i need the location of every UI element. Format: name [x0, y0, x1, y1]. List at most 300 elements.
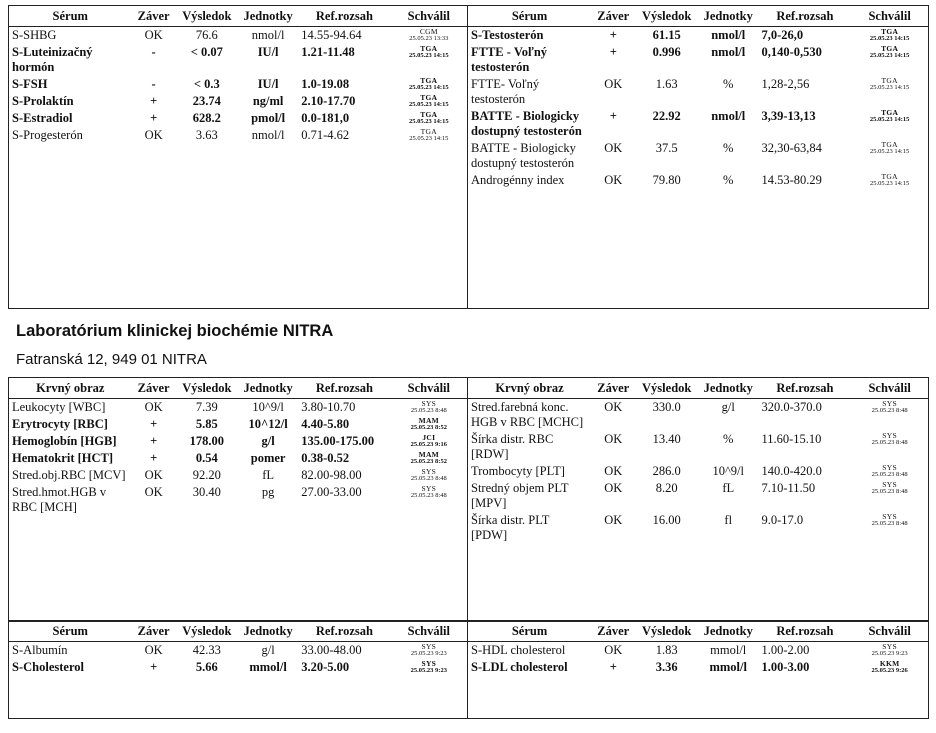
approval-datetime: 25.05.23 8:48 [871, 407, 908, 414]
approval-stamp [391, 433, 467, 450]
approval-datetime: 25.05.23 9:23 [410, 667, 447, 674]
approver-code: SYS [882, 399, 897, 408]
serum-lipids-section [8, 620, 929, 719]
results-table [9, 621, 467, 676]
result-unit: mmol/l [249, 660, 287, 674]
column-header-test: Sérum [468, 621, 591, 642]
approver-code: SYS [882, 431, 897, 440]
column-header-ref-rozsah: Ref.rozsah [758, 621, 851, 642]
approver-code: TGA [881, 172, 898, 181]
approval-datetime: 25.05.23 14:15 [869, 116, 910, 123]
approver-code: MAM [418, 450, 440, 459]
test-name: Hemoglobín [HGB] [12, 434, 117, 448]
test-name: S-FSH [12, 77, 48, 91]
approver-code: SYS [421, 399, 437, 408]
column-header-zaver: Záver [132, 378, 176, 399]
column-header-test: Krvný obraz [9, 378, 132, 399]
reference-range: 14.55-94.64 [301, 28, 362, 42]
column-header-ref-rozsah: Ref.rozsah [298, 621, 390, 642]
test-name: S-HDL cholesterol [471, 643, 566, 657]
approver-code: TGA [881, 140, 898, 149]
test-name: S-Progesterón [12, 128, 83, 142]
reference-range: 7,0-26,0 [761, 28, 804, 42]
approval-stamp [391, 27, 467, 45]
result-value: 37.5 [655, 141, 678, 155]
column-header-zaver: Záver [132, 6, 176, 27]
column-header-ref-rozsah: Ref.rozsah [298, 6, 390, 27]
reference-range: 135.00-175.00 [301, 434, 375, 448]
table-row [9, 399, 467, 417]
approval-datetime: 25.05.23 14:15 [409, 118, 449, 125]
approval-stamp [391, 44, 467, 76]
column-header-schvalil: Schválil [851, 6, 928, 27]
result-unit: IU/l [257, 77, 279, 91]
approver-code: TGA [420, 44, 438, 53]
reference-range: 0.71-4.62 [301, 128, 350, 142]
result-value: < 0.3 [193, 77, 220, 91]
result-unit: fl [724, 513, 733, 527]
result-flag: + [609, 28, 617, 42]
result-unit: g/l [721, 400, 735, 414]
approver-code: SYS [421, 467, 437, 476]
result-value: 22.92 [652, 109, 681, 123]
result-flag: OK [604, 400, 623, 414]
reference-range: 1.00-3.00 [761, 660, 810, 674]
result-unit: ng/ml [252, 94, 284, 108]
approval-stamp [851, 172, 928, 189]
test-name: Stred.farebná konc. HGB v RBC [MCHC] [471, 400, 584, 429]
table-header-row [9, 6, 467, 27]
approver-code: JCI [422, 433, 436, 442]
table-row [468, 172, 928, 189]
column-header-zaver: Záver [132, 621, 176, 642]
reference-range: 9.0-17.0 [761, 513, 804, 527]
result-unit: pg [261, 485, 275, 499]
result-value: 330.0 [652, 400, 681, 414]
table-row [9, 416, 467, 433]
test-name: Erytrocyty [RBC] [12, 417, 108, 431]
result-flag: + [150, 451, 158, 465]
result-unit: nmol/l [251, 28, 285, 42]
result-unit: nmol/l [711, 28, 746, 42]
result-flag: + [150, 417, 158, 431]
reference-range: 33.00-48.00 [301, 643, 362, 657]
result-value: 92.20 [192, 468, 221, 482]
reference-range: 82.00-98.00 [301, 468, 362, 482]
result-value: 5.66 [195, 660, 218, 674]
test-name: Leukocyty [WBC] [12, 400, 106, 414]
result-value: 0.996 [652, 45, 681, 59]
result-value: 1.63 [655, 77, 678, 91]
approver-code: TGA [881, 76, 898, 85]
reference-range: 1,28-2,56 [761, 77, 810, 91]
approval-datetime: 25.05.23 14:15 [869, 52, 910, 59]
approval-datetime: 25.05.23 14:15 [409, 135, 449, 142]
result-unit: 10^12/l [248, 417, 288, 431]
approval-datetime: 25.05.23 8:48 [410, 475, 447, 482]
result-flag: OK [604, 77, 623, 91]
test-name: S-LDL cholesterol [471, 660, 568, 674]
test-name: S-Testosterón [471, 28, 544, 42]
approval-datetime: 25.05.23 8:48 [871, 471, 908, 478]
blood-count-section [8, 377, 929, 622]
column-header-vysledok: Výsledok [635, 621, 698, 642]
column-header-schvalil: Schválil [851, 378, 928, 399]
approval-stamp [391, 110, 467, 127]
test-name: FTTE- Voľný testosterón [471, 77, 540, 106]
result-value: 7.39 [195, 400, 218, 414]
table-row [468, 399, 928, 432]
approver-code: SYS [882, 512, 897, 521]
table-row [468, 140, 928, 172]
result-flag: - [151, 45, 156, 59]
approval-stamp [391, 659, 467, 676]
lipids-right-panel [468, 621, 928, 718]
result-flag: + [609, 109, 617, 123]
approval-stamp [391, 93, 467, 110]
reference-range: 2.10-17.70 [301, 94, 356, 108]
test-name: Hematokrit [HCT] [12, 451, 114, 465]
result-value: 5.85 [195, 417, 218, 431]
result-value: 30.40 [192, 485, 221, 499]
column-header-vysledok: Výsledok [635, 378, 698, 399]
results-table [468, 378, 928, 544]
approval-datetime: 25.05.23 8:52 [410, 424, 447, 431]
result-value: 23.74 [192, 94, 221, 108]
approver-code: TGA [881, 44, 899, 53]
result-flag: + [609, 660, 617, 674]
result-unit: g/l [261, 434, 275, 448]
result-unit: % [723, 173, 734, 187]
approval-datetime: 25.05.23 8:52 [410, 458, 447, 465]
test-name: S-SHBG [12, 28, 57, 42]
result-flag: OK [604, 643, 623, 657]
approval-datetime: 25.05.23 13:33 [409, 35, 449, 42]
table-row [468, 431, 928, 463]
table-row [9, 110, 467, 127]
result-unit: IU/l [257, 45, 279, 59]
table-row [9, 93, 467, 110]
approver-code: TGA [881, 27, 899, 36]
result-flag: OK [604, 141, 623, 155]
result-unit: mmol/l [709, 660, 747, 674]
result-unit: 10^9/l [252, 400, 284, 414]
column-header-jednotky: Jednotky [238, 621, 298, 642]
results-table [468, 6, 928, 189]
test-name: Stred.hmot.HGB v RBC [MCH] [12, 485, 107, 514]
approval-stamp [851, 512, 928, 544]
column-header-jednotky: Jednotky [238, 378, 298, 399]
table-header-row [468, 6, 928, 27]
approval-stamp [851, 399, 928, 432]
test-name: S-Albumín [12, 643, 68, 657]
reference-range: 320.0-370.0 [761, 400, 822, 414]
result-flag: OK [604, 173, 623, 187]
column-header-vysledok: Výsledok [635, 6, 698, 27]
test-name: BATTE - Biologicky dostupný testosterón [471, 141, 576, 170]
approval-stamp [851, 44, 928, 76]
approver-code: TGA [420, 127, 437, 136]
test-name: Trombocyty [PLT] [471, 464, 565, 478]
reference-range: 14.53-80.29 [761, 173, 822, 187]
approval-datetime: 25.05.23 8:48 [871, 439, 908, 446]
column-header-test: Sérum [468, 6, 591, 27]
serum-left-panel [9, 6, 468, 308]
result-unit: fL [722, 481, 735, 495]
approval-datetime: 25.05.23 8:48 [410, 492, 447, 499]
approver-code: CGM [419, 27, 438, 36]
approver-code: SYS [882, 642, 897, 651]
result-unit: pmol/l [251, 111, 286, 125]
result-unit: % [723, 141, 734, 155]
approver-code: SYS [421, 659, 437, 668]
reference-range: 0.38-0.52 [301, 451, 350, 465]
result-value: 3.36 [655, 660, 678, 674]
test-name: S-Cholesterol [12, 660, 84, 674]
result-value: 8.20 [655, 481, 678, 495]
approver-code: TGA [420, 76, 438, 85]
result-unit: % [723, 77, 734, 91]
result-flag: + [150, 660, 158, 674]
table-row [468, 44, 928, 76]
column-header-ref-rozsah: Ref.rozsah [758, 6, 851, 27]
column-header-vysledok: Výsledok [176, 378, 238, 399]
column-header-schvalil: Schválil [851, 621, 928, 642]
result-flag: OK [144, 485, 163, 499]
table-row [9, 127, 467, 144]
table-row [9, 450, 467, 467]
approval-datetime: 25.05.23 14:15 [409, 84, 449, 91]
result-unit: 10^9/l [712, 464, 744, 478]
result-flag: - [151, 77, 156, 91]
column-header-vysledok: Výsledok [176, 621, 238, 642]
result-flag: OK [604, 432, 623, 446]
column-header-ref-rozsah: Ref.rozsah [758, 378, 851, 399]
approval-stamp [851, 108, 928, 140]
approver-code: SYS [882, 480, 897, 489]
reference-range: 140.0-420.0 [761, 464, 822, 478]
test-name: S-Prolaktín [12, 94, 74, 108]
approval-datetime: 25.05.23 8:48 [871, 488, 908, 495]
approver-code: SYS [421, 484, 437, 493]
approval-stamp [391, 467, 467, 484]
reference-range: 3,39-13,13 [761, 109, 816, 123]
result-flag: OK [604, 464, 623, 478]
lab-title: Laboratórium klinickej biochémie NITRA [16, 322, 334, 340]
column-header-jednotky: Jednotky [238, 6, 298, 27]
result-flag: OK [144, 643, 163, 657]
result-value: 178.00 [189, 434, 225, 448]
table-row [9, 27, 467, 45]
table-row [9, 659, 467, 676]
approval-stamp [391, 484, 467, 516]
result-flag: OK [144, 28, 163, 42]
table-header-row [9, 621, 467, 642]
lab-address: Fatranská 12, 949 01 NITRA [16, 351, 207, 368]
table-row [9, 467, 467, 484]
results-table [468, 621, 928, 676]
approval-stamp [851, 431, 928, 463]
table-row [9, 642, 467, 660]
table-row [468, 642, 928, 660]
reference-range: 3.80-10.70 [301, 400, 356, 414]
approval-stamp [851, 27, 928, 45]
column-header-zaver: Záver [591, 378, 635, 399]
approval-datetime: 25.05.23 9:16 [410, 441, 447, 448]
test-name: S-Luteinizačný hormón [12, 45, 93, 74]
reference-range: 4.40-5.80 [301, 417, 350, 431]
reference-range: 0.0-181,0 [301, 111, 350, 125]
reference-range: 1.00-2.00 [761, 643, 810, 657]
result-flag: OK [604, 513, 623, 527]
table-row [468, 27, 928, 45]
test-name: S-Estradiol [12, 111, 73, 125]
approver-code: MAM [418, 416, 440, 425]
approver-code: KKM [879, 659, 900, 668]
result-value: 13.40 [652, 432, 681, 446]
lab-report [8, 5, 929, 674]
column-header-test: Sérum [9, 621, 132, 642]
result-value: 0.54 [195, 451, 218, 465]
test-name: FTTE - Voľný testosterón [471, 45, 548, 74]
result-unit: % [723, 432, 734, 446]
table-header-row [468, 378, 928, 399]
result-flag: + [150, 94, 158, 108]
table-row [468, 463, 928, 480]
approval-stamp [851, 463, 928, 480]
serum-hormones-section [8, 5, 929, 309]
test-name: BATTE - Biologicky dostupný testosterón [471, 109, 582, 138]
result-flag: + [609, 45, 617, 59]
approval-datetime: 25.05.23 9:23 [871, 650, 908, 657]
approval-datetime: 25.05.23 14:15 [870, 180, 910, 187]
blood-count-left-panel [9, 378, 468, 621]
result-flag: OK [604, 481, 623, 495]
approver-code: SYS [421, 642, 437, 651]
column-header-schvalil: Schválil [391, 621, 467, 642]
table-row [468, 480, 928, 512]
column-header-vysledok: Výsledok [176, 6, 238, 27]
result-value: < 0.07 [190, 45, 223, 59]
table-row [468, 512, 928, 544]
result-unit: nmol/l [711, 109, 746, 123]
reference-range: 0,140-0,530 [761, 45, 822, 59]
reference-range: 1.0-19.08 [301, 77, 350, 91]
table-row [468, 108, 928, 140]
result-value: 1.83 [655, 643, 678, 657]
approval-datetime: 25.05.23 14:15 [870, 84, 910, 91]
result-unit: mmol/l [710, 643, 747, 657]
approval-stamp [391, 76, 467, 93]
test-name: Stredný objem PLT [MPV] [471, 481, 569, 510]
results-table [9, 6, 467, 144]
approval-datetime: 25.05.23 8:48 [410, 407, 447, 414]
table-header-row [9, 378, 467, 399]
table-row [9, 76, 467, 93]
approval-datetime: 25.05.23 14:15 [409, 52, 449, 59]
column-header-ref-rozsah: Ref.rozsah [298, 378, 390, 399]
approval-datetime: 25.05.23 14:15 [870, 148, 910, 155]
result-unit: g/l [261, 643, 275, 657]
result-value: 76.6 [195, 28, 218, 42]
table-header-row [468, 621, 928, 642]
approval-stamp [391, 450, 467, 467]
approval-datetime: 25.05.23 14:15 [409, 101, 449, 108]
approver-code: TGA [881, 108, 899, 117]
table-row [468, 659, 928, 676]
lipids-left-panel [9, 621, 468, 718]
blood-count-right-panel [468, 378, 928, 621]
result-value: 79.80 [652, 173, 681, 187]
result-unit: nmol/l [711, 45, 746, 59]
column-header-schvalil: Schválil [391, 6, 467, 27]
column-header-jednotky: Jednotky [698, 378, 759, 399]
result-flag: + [150, 111, 158, 125]
table-row [9, 44, 467, 76]
approval-stamp [391, 642, 467, 660]
result-value: 61.15 [652, 28, 681, 42]
result-unit: fL [262, 468, 275, 482]
result-flag: OK [144, 400, 163, 414]
table-row [468, 76, 928, 108]
serum-right-panel [468, 6, 928, 308]
result-flag: + [150, 434, 158, 448]
test-name: Androgénny index [471, 173, 565, 187]
results-table [9, 378, 467, 516]
reference-range: 11.60-15.10 [761, 432, 822, 446]
approval-datetime: 25.05.23 9:23 [410, 650, 447, 657]
approval-stamp [851, 480, 928, 512]
column-header-test: Krvný obraz [468, 378, 591, 399]
result-flag: OK [144, 128, 163, 142]
approval-stamp [391, 416, 467, 433]
approval-datetime: 25.05.23 8:48 [871, 520, 908, 527]
result-value: 16.00 [652, 513, 681, 527]
reference-range: 7.10-11.50 [761, 481, 816, 495]
approval-stamp [851, 140, 928, 172]
approver-code: TGA [420, 110, 438, 119]
approval-stamp [391, 399, 467, 417]
column-header-jednotky: Jednotky [698, 6, 759, 27]
reference-range: 1.21-11.48 [301, 45, 355, 59]
approver-code: TGA [420, 93, 438, 102]
result-value: 3.63 [195, 128, 218, 142]
approval-stamp [391, 127, 467, 144]
result-flag: OK [144, 468, 163, 482]
table-row [9, 433, 467, 450]
approval-stamp [851, 76, 928, 108]
table-row [9, 484, 467, 516]
reference-range: 32,30-63,84 [761, 141, 822, 155]
column-header-zaver: Záver [591, 621, 635, 642]
result-value: 286.0 [652, 464, 681, 478]
column-header-zaver: Záver [591, 6, 635, 27]
column-header-test: Sérum [9, 6, 132, 27]
column-header-schvalil: Schválil [391, 378, 467, 399]
approval-stamp [851, 642, 928, 660]
column-header-jednotky: Jednotky [698, 621, 759, 642]
result-unit: pomer [250, 451, 286, 465]
result-value: 628.2 [192, 111, 221, 125]
approver-code: SYS [882, 463, 897, 472]
reference-range: 27.00-33.00 [301, 485, 362, 499]
result-unit: nmol/l [251, 128, 285, 142]
approval-datetime: 25.05.23 14:15 [869, 35, 910, 42]
result-value: 42.33 [192, 643, 221, 657]
test-name: Šírka distr. PLT [PDW] [471, 513, 550, 542]
approval-datetime: 25.05.23 9:26 [871, 667, 908, 674]
reference-range: 3.20-5.00 [301, 660, 350, 674]
